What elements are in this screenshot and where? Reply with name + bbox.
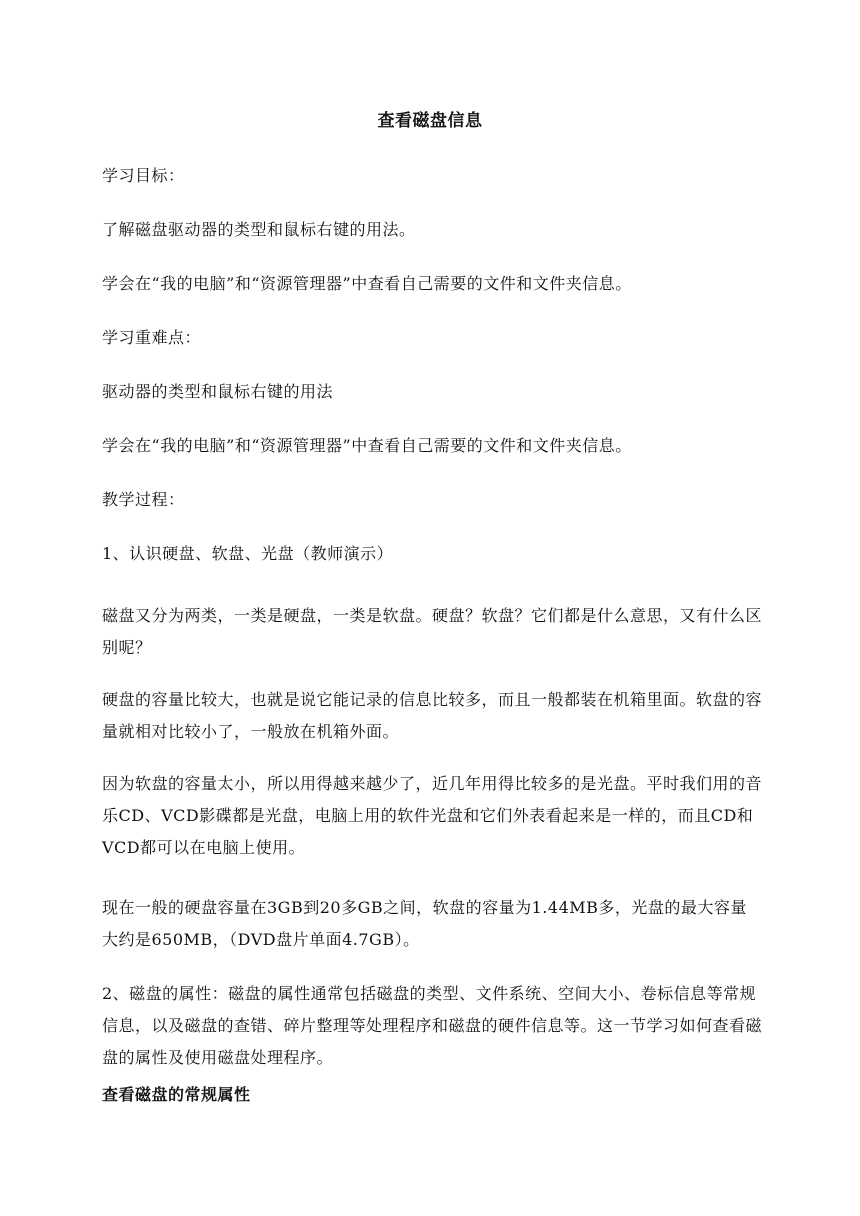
paragraph-key-points-label: 学习重难点： xyxy=(102,328,202,347)
section-heading: 查看磁盘的常规属性 xyxy=(102,1085,251,1104)
paragraph-step-2-properties: 2、磁盘的属性：磁盘的属性通常包括磁盘的类型、文件系统、空间大小、卷标信息等常规信息，以及磁盘的查错、碎片整理等处理程序和磁盘的硬件信息等。这一节学习如何查看磁盘的属性及使用磁盘处理程序。 xyxy=(102,984,763,1067)
paragraph-hard-disk: 硬盘的容量比较大，也就是说它能记录的信息比较多，而且一般都装在机箱里面。软盘的容量就相对比较小了，一般放在机箱外面。 xyxy=(102,690,763,741)
document-title: 查看磁盘信息 xyxy=(377,111,483,131)
paragraph-key-point-1: 驱动器的类型和鼠标右键的用法 xyxy=(102,382,334,401)
paragraph-learning-goals-label: 学习目标： xyxy=(102,166,185,185)
paragraph-goal-2: 学会在“我的电脑”和“资源管理器”中查看自己需要的文件和文件夹信息。 xyxy=(102,274,632,293)
paragraph-step-1: 1、认识硬盘、软盘、光盘（教师演示） xyxy=(102,544,394,563)
paragraph-goal-1: 了解磁盘驱动器的类型和鼠标右键的用法。 xyxy=(102,220,416,239)
paragraph-key-point-2: 学会在“我的电脑”和“资源管理器”中查看自己需要的文件和文件夹信息。 xyxy=(102,436,632,455)
paragraph-optical-disk: 因为软盘的容量太小，所以用得越来越少了，近几年用得比较多的是光盘。平时我们用的音乐CD、VCD影碟都是光盘，电脑上用的软件光盘和它们外表看起来是一样的，而且CD和VCD都可以在电脑上使用。 xyxy=(102,774,763,857)
paragraph-teaching-process-label: 教学过程： xyxy=(102,490,185,509)
paragraph-disk-types: 磁盘又分为两类，一类是硬盘，一类是软盘。硬盘？软盘？它们都是什么意思，又有什么区别呢？ xyxy=(102,606,763,657)
paragraph-capacity: 现在一般的硬盘容量在3GB到20多GB之间，软盘的容量为1.44MB多，光盘的最大容量大约是650MB，（DVD盘片单面4.7GB）。 xyxy=(102,898,747,949)
